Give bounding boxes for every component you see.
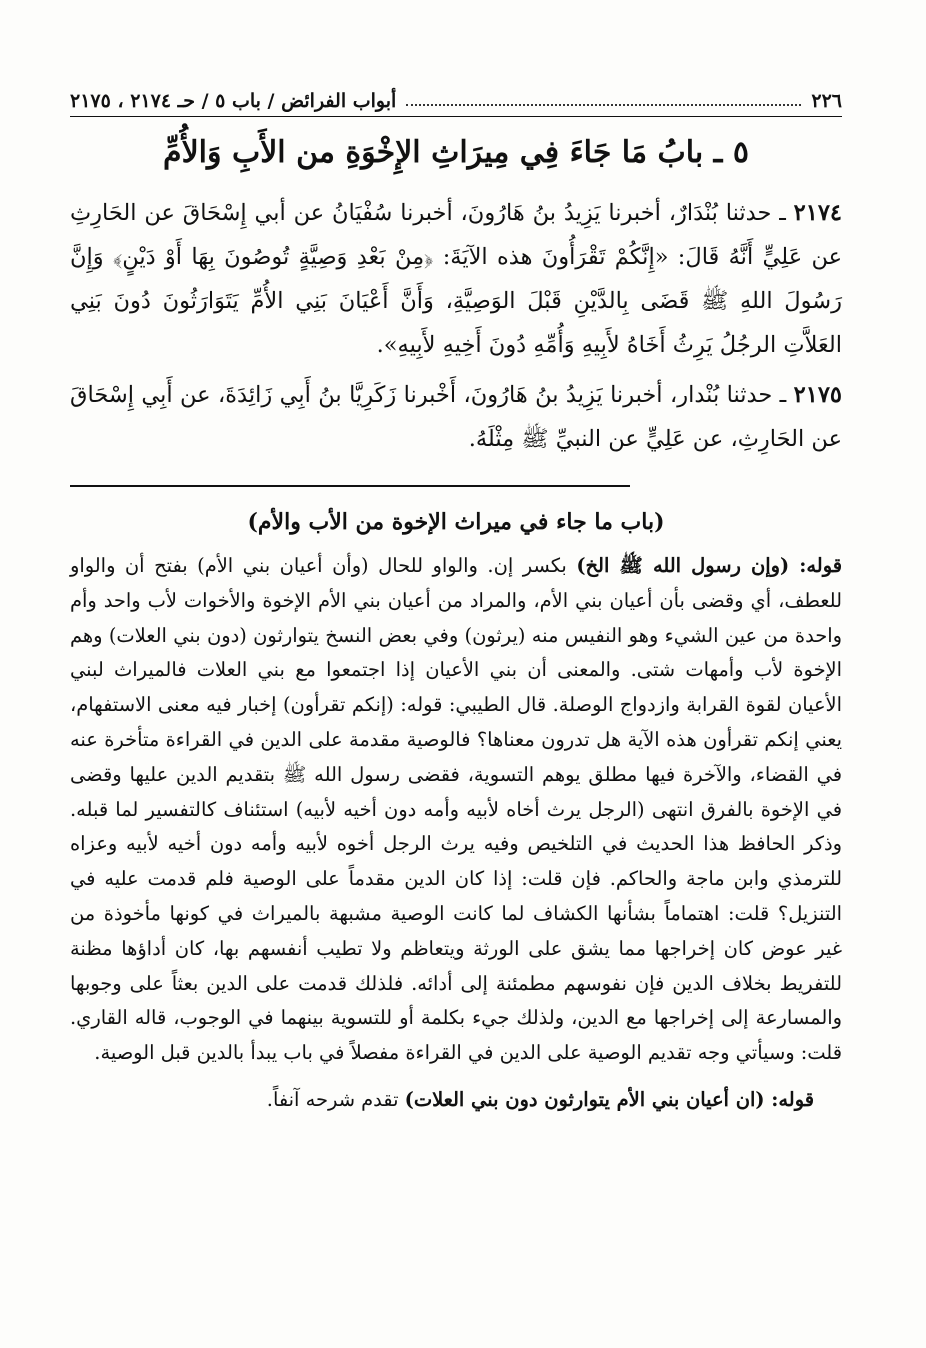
footnote-separator [70, 485, 630, 487]
commentary-lead: قوله: (ان أعيان بني الأم يتوارثون دون بني العلات) [404, 1087, 814, 1111]
document-page [70, 78, 842, 1118]
hadith-number: ٢١٧٤ [793, 200, 842, 226]
running-header [70, 78, 842, 117]
dotted-leader [406, 104, 801, 106]
commentary-final-note [70, 1083, 814, 1118]
hadith-text: ـ حدثنا بُنْدَارٌ، أخبرنا يَزِيدُ بنُ هَارُونَ، أخبرنا سُفْيَانُ عن أبي إِسْحَاقَ عن الحَارِثِ عن عَلِيٍّ أَنَّهُ قَالَ: «إِنَّكُمْ تَقْرَأُونَ هذه الآيَةَ: ﴿مِنْ بَعْدِ وَصِيَّةٍ تُوصُونَ بِهَا أَوْ دَيْنٍ﴾ وَإِنَّ رَسُولَ اللهِ ﷺ قَضَى بِالدَّيْنِ قَبْلَ الوَصِيَّةِ، وَأَنَّ أَعْيَانَ بَنِي الأُمِّ يَتَوَارَثُونَ دُونَ بَنِي العَلاَّتِ الرجُلُ يَرِثُ أَخَاهُ لأَبِيهِ وَأُمِّهِ دُونَ أَخِيهِ لأَبِيهِ». [70, 200, 842, 358]
hadith-2175 [70, 373, 842, 461]
hadith-2174 [70, 191, 842, 367]
running-title: أبواب الفرائض / باب ٥ / حـ ٢١٧٤ ، ٢١٧٥ [70, 90, 397, 112]
commentary-body: بكسر إن. والواو للحال (وأن أعيان بني الأم) بفتح أن والواو للعطف، أي وقضى بأن أعيان بني الأم، والمراد من أعيان بني الأم الإخوة والأخوات لأب واحد وأم واحدة من عين الشيء وهو النفيس منه (يرثون) وفي بعض النسخ يتوارثون (دون بني العلات) وهم الإخوة لأب وأمهات شتى. والمعنى أن بني الأعيان إذا اجتمعوا مع بني العلات فالميراث لبني الأعيان لقوة القرابة وازدواج الوصلة. قال الطيبي: قوله: (إنكم تقرأون) إخبار فيه معنى الاستفهام، يعني إنكم تقرأون هذه الآية هل تدرون معناها؟ فالوصية مقدمة على الدين في القراءة متأخرة عنه في القضاء، والآخرة فيها مطلق يوهم التسوية، فقضى رسول الله ﷺ بتقديم الدين عليها وقضى في الإخوة بالفرق انتهى (الرجل يرث أخاه لأبيه وأمه دون أخيه لأبيه) استئناف كالتفسير لما قبله. وذكر الحافظ هذا الحديث في التلخيص وفيه يرث الرجل أخوه لأبيه وأمه دون أخيه لأبيه وعزاه للترمذي وابن ماجة والحاكم. فإن قلت: إذا كان الدين مقدماً على الوصية فلم قدمت عليه في التنزيل؟ قلت: اهتماماً بشأنها الكشاف لما كانت الوصية مشبهة بالميراث في كونها مأخوذة من غير عوض كان إخراجها مما يشق على الورثة ويتعاظم ولا تطيب أنفسهم بها، كان أداؤها مظنة للتفريط بخلاف الدين فإن نفوسهم مطمئنة إلى أدائه. فلذلك قدمت على الدين بعثاً على وجوبها والمسارعة إلى إخراجها مع الدين، ولذلك جيء بكلمة أو للتسوية بينهما في الوجوب، قاله القاري. قلت: وسيأتي وجه تقديم الوصية على الدين في القراءة مفصلاً في باب يبدأ بالدين قبل الوصية. [70, 554, 842, 1065]
hadith-number: ٢١٧٥ [793, 382, 842, 408]
page-number: ٢٢٦ [811, 90, 842, 112]
commentary-lead: قوله: (وإن رسول الله ﷺ الخ) [576, 554, 842, 577]
commentary-paragraph [70, 549, 842, 1071]
commentary-body: تقدم شرحه آنفاً. [266, 1087, 405, 1111]
chapter-title: ٥ ـ بابُ مَا جَاءَ فِي مِيرَاثِ الإِخْوَةِ من الأَبِ وَالأُمِّ [163, 135, 749, 170]
commentary-title: (باب ما جاء في ميراث الإخوة من الأب والأم) [247, 509, 665, 535]
hadith-text: ـ حدثنا بُنْدار، أخبرنا يَزِيدُ بنُ هَارُونَ، أَخْبرنا زَكَرِيَّا بنُ أَبِي زَائِدَةَ، عن أَبِي إِسْحَاقَ عن الحَارِثِ، عن عَلِيٍّ عن النبيِّ ﷺ مِثْلَهُ. [70, 382, 842, 452]
